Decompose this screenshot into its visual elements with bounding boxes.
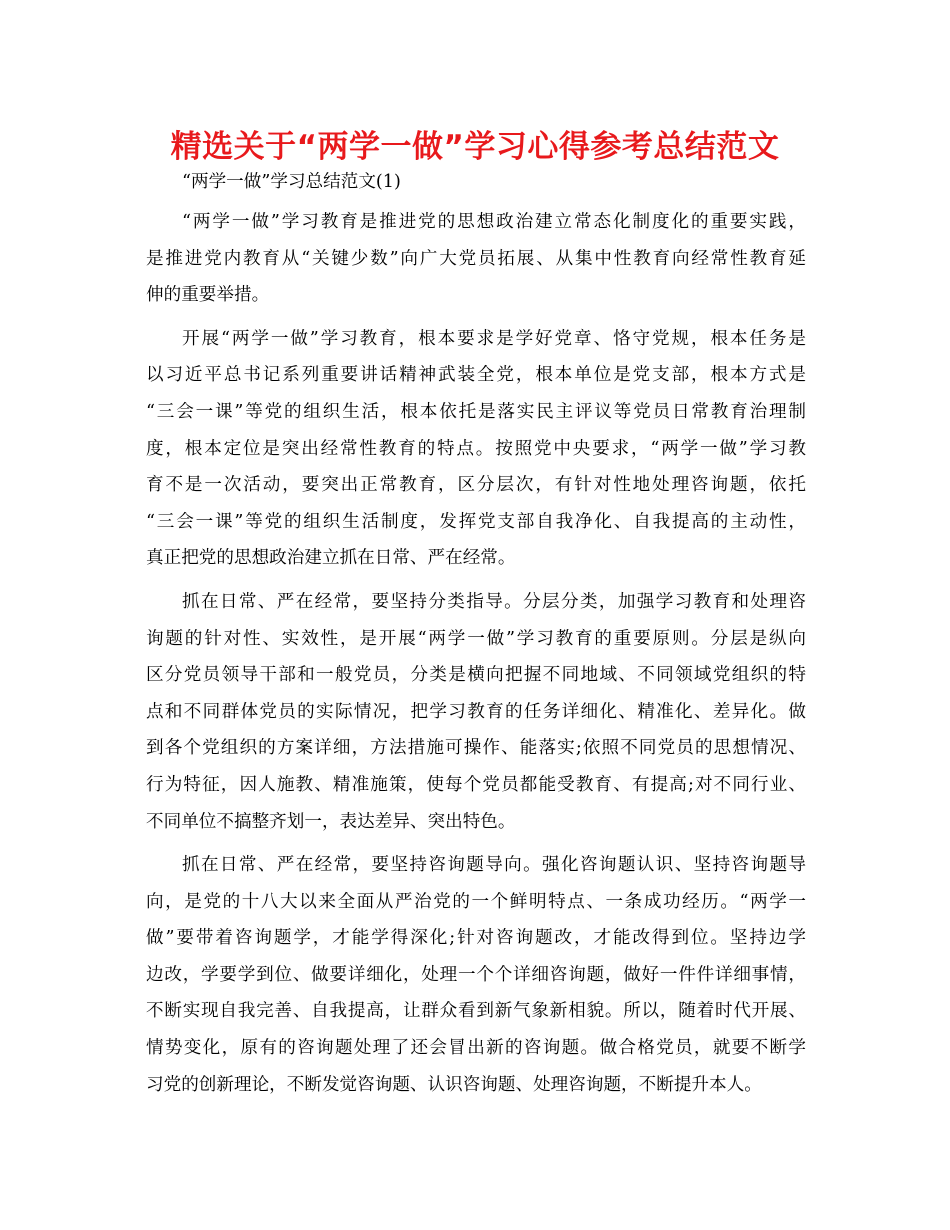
paragraph-line: 询题的针对性、实效性，是开展“两学一做”学习教育的重要原则。分层是纵向 (146, 628, 806, 649)
paragraph-line: 以习近平总书记系列重要讲话精神武装全党，根本单位是党支部，根本方式是 (146, 365, 806, 386)
paragraph-line: 不同单位不搞整齐划一，表达差异、突出特色。 (146, 811, 516, 832)
paragraph-line: 到各个党组织的方案详细，方法措施可操作、能落实;依照不同党员的思想情况、 (146, 738, 806, 759)
paragraph-line: 点和不同群体党员的实际情况，把学习教育的任务详细化、精准化、差异化。做 (146, 701, 806, 722)
paragraph-line: “两学一做”学习教育是推进党的思想政治建立常态化制度化的重要实践， (182, 212, 806, 232)
paragraph-line: 边改，学要学到位、做要详细化，处理一个个详细咨询题，做好一件件详细事情， (146, 964, 806, 985)
paragraph-line: 度，根本定位是突出经常性教育的特点。按照党中央要求，“两学一做”学习教 (146, 438, 806, 459)
paragraph-line: 是推进党内教育从“关键少数”向广大党员拓展、从集中性教育向经常性教育延 (146, 248, 806, 269)
paragraph-line: “三会一课”等党的组织生活，根本依托是落实民主评议等党员日常教育治理制 (146, 401, 806, 422)
paragraph-1 (146, 204, 806, 314)
paragraph-line: 向，是党的十八大以来全面从严治党的一个鲜明特点、一条成功经历。“两学一 (146, 891, 806, 912)
paragraph-line: 开展“两学一做”学习教育，根本要求是学好党章、恪守党规，根本任务是 (182, 328, 806, 349)
paragraph-line: 育不是一次活动，要突出正常教育，区分层次，有针对性地处理咨询题，依托 (146, 475, 806, 496)
paragraph-line: “三会一课”等党的组织生活制度，发挥党支部自我净化、自我提高的主动性， (146, 511, 806, 532)
document-title: 精选关于“两学一做”学习心得参考总结范文 (170, 129, 780, 165)
paragraph-2 (146, 321, 806, 577)
paragraph-line: 伸的重要举措。 (146, 285, 270, 306)
paragraph-3 (146, 584, 806, 840)
paragraph-line: 真正把党的思想政治建立抓在日常、严在经常。 (146, 548, 516, 569)
paragraph-line: 区分党员领导干部和一般党员，分类是横向把握不同地域、不同领域党组织的特 (146, 665, 806, 686)
document-body (146, 168, 806, 1103)
paragraph-4 (146, 847, 806, 1103)
paragraph-line: 情势变化，原有的咨询题处理了还会冒出新的咨询题。做合格党员，就要不断学 (146, 1038, 806, 1059)
document-subtitle: “两学一做”学习总结范文(1) (182, 172, 401, 192)
paragraph-line: 做”要带着咨询题学，才能学得深化;针对咨询题改，才能改得到位。坚持边学 (146, 928, 806, 949)
paragraph-line: 行为特征，因人施教、精准施策，使每个党员都能受教育、有提高;对不同行业、 (146, 774, 806, 795)
paragraph-line: 抓在日常、严在经常，要坚持分类指导。分层分类，加强学习教育和处理咨 (182, 591, 806, 612)
paragraph-line: 不断实现自我完善、自我提高，让群众看到新气象新相貌。所以，随着时代开展、 (146, 1001, 806, 1022)
paragraph-line: 抓在日常、严在经常，要坚持咨询题导向。强化咨询题认识、坚持咨询题导 (182, 855, 806, 876)
paragraph-line: 习党的创新理论，不断发觉咨询题、认识咨询题、处理咨询题，不断提升本人。 (146, 1074, 762, 1095)
